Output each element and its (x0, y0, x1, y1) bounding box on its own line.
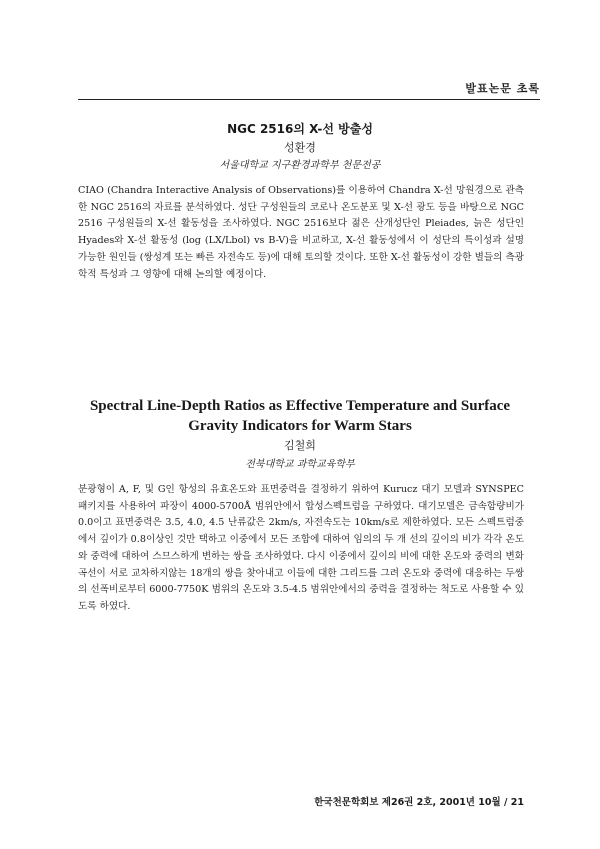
article-2-affiliation: 전북대학교 과학교육학부 (245, 459, 355, 470)
article-2-abstract: 분광형이 A, F, 및 G인 항성의 유효온도와 표면중력을 결정하기 위하여 Kurucz 대기 모델과 SYNSPEC 패키지를 사용하여 파장이 4000-5700Å 범위안에서 합성스펙트럼을 구하였다. 대기모델은 금속함량비가 0.0이고 표면중력은 3.5, 4.0, 4.5 난류값은 2km/s, 자전속도는 10km/s로 제한하였다. 모든 스펙트럼중에서 깊이가 0.8이상인 것만 택하고 이중에서 모든 조합에 대하여 임의의 두 개 선의 깊이의 비가 각각 온도와 중력에 대하여 스므스하게 변하는 쌍을 조사하였다. 다시 이중에서 깊이의 비에 대한 온도와 중력의 변화곡선이 서로 교차하지않는 18개의 쌍을 찾아내고 이들에 대한 그리드를 그려 온도와 중력에 대응하는 두쌍의 선폭비로부터 6000-7750K 범위의 온도와 3.5-4.5 범위안에서의 중력을 결정하는 척도로 사용할 수 있도록 하였다. (78, 484, 524, 612)
article-1-abstract: CIAO (Chandra Interactive Analysis of Observations)를 이용하여 Chandra X-선 망원경으로 관측한 NGC 2516의 자료를 분석하였다. 성단 구성원들의 코로나 온도분포 및 X-선 광도 등을 바탕으로 NGC 2516 구성원들의 X-선 활동성을 조사하였다. NGC 2516보다 젊은 산개성단인 Pleiades, 늙은 성단인 Hyades와 X-선 활동성 (log (LX/Lbol) vs B-V)을 비교하고, X-선 활동성에서 이 성단의 특이성과 설명 가능한 원인들 (쌍성계 또는 빠른 자전속도 등)에 대해 토의할 것이다. 또한 X-선 활동성이 강한 별들의 측광학적 특성과 그 영향에 대해 논의할 예정이다. (78, 185, 524, 280)
article-2-title: Spectral Line-Depth Ratios as Effective Temperature and Surface Gravity Indicators for Warm Stars (89, 398, 511, 434)
page-footer: 한국천문학회보 제26권 2호, 2001년 10월 / 21 (314, 797, 524, 808)
header-rule (78, 99, 540, 100)
article-1-affiliation: 서울대학교 지구환경과학부 천문전공 (219, 160, 381, 171)
page-header-label: 발표논문 초록 (465, 82, 540, 95)
article-1-title: NGC 2516의 X-선 방출성 (227, 122, 373, 136)
article-2-author: 김철희 (284, 439, 316, 452)
article-1-author: 성환경 (284, 141, 316, 154)
